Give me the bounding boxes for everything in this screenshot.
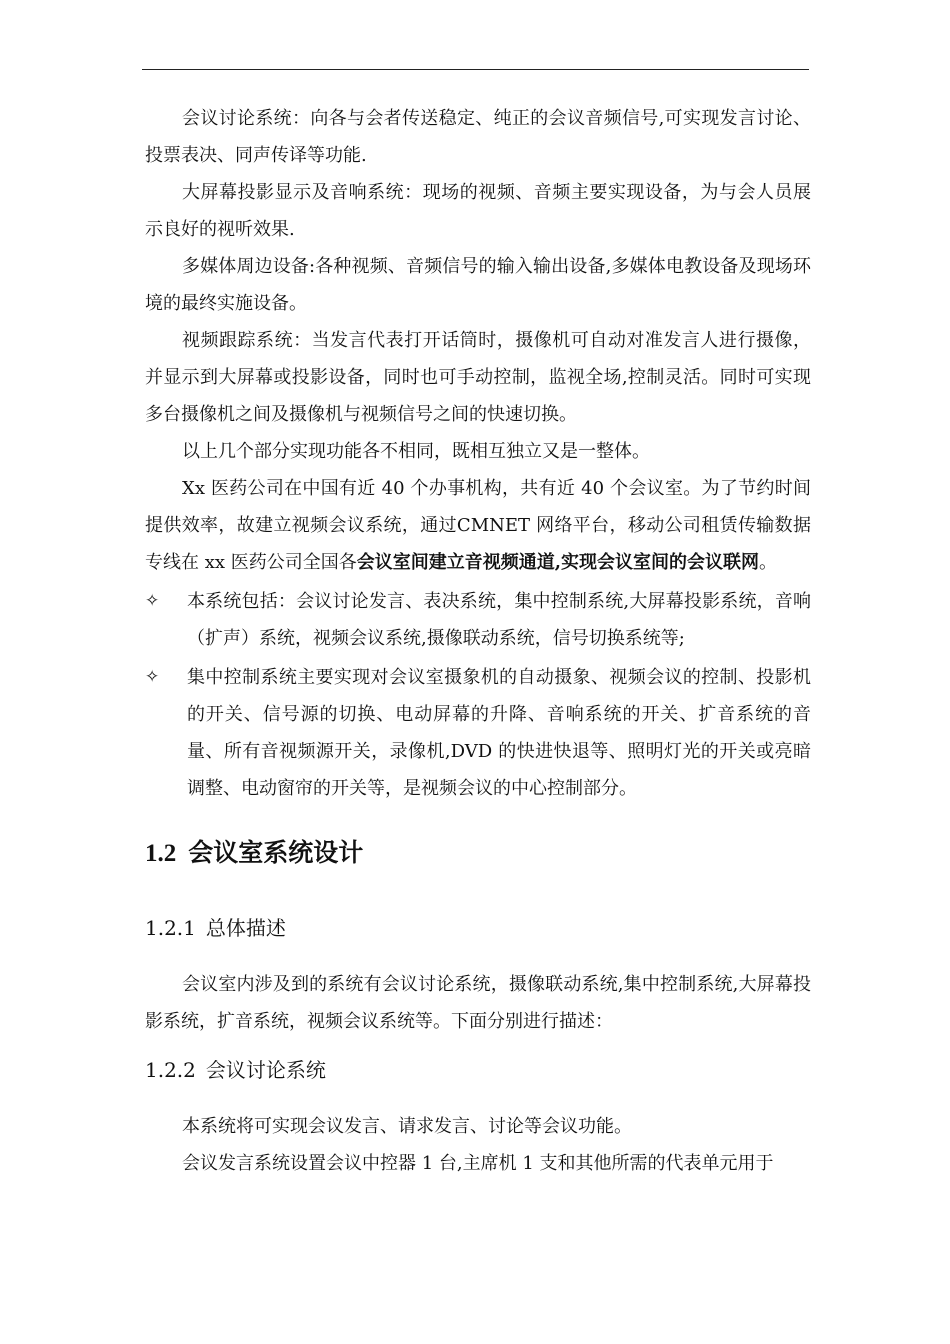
bullet-text: 集中控制系统主要实现对会议室摄象机的自动摄象、视频会议的控制、投影机的开关、信号源的切换、电动屏幕的升降、音响系统的开关、扩音系统的音量、所有音视频源开关，录像机,DVD 的快进快退等、照明灯光的开关或亮暗调整、电动窗帘的开关等，是视频会议的中心控制部分。: [187, 667, 811, 799]
section-number: 1.2: [145, 840, 177, 867]
bullet-item: [145, 659, 811, 807]
paragraph-discussion-system: 会议讨论系统：向各与会者传送稳定、纯正的会议音频信号,可实现发言讨论、投票表决、同声传译等功能.: [145, 108, 811, 166]
diamond-bullet-icon: ✧: [145, 591, 160, 611]
document-body: [145, 100, 811, 1182]
subsection-number: 1.2.2: [145, 1058, 196, 1082]
diamond-bullet-icon: ✧: [145, 667, 160, 687]
paragraph-summary: 以上几个部分实现功能各不相同，既相互独立又是一整体。: [182, 441, 650, 462]
section-title: 会议室系统设计: [188, 838, 364, 867]
paragraph-projection-system: 大屏幕投影显示及音响系统：现场的视频、音频主要实现设备，为与会人员展示良好的视听效果.: [145, 182, 811, 240]
paragraph-discussion-setup: 会议发言系统设置会议中控器 1 台,主席机 1 支和其他所需的代表单元用于: [182, 1153, 774, 1174]
paragraph-intro: [145, 470, 811, 581]
paragraph-discussion-functions: 本系统将可实现会议发言、请求发言、讨论等会议功能。: [182, 1116, 632, 1137]
intro-end-text: 。: [759, 552, 778, 573]
subsection-title: 总体描述: [205, 916, 286, 940]
section-heading: [145, 823, 811, 884]
paragraph-overview: 会议室内涉及到的系统有会议讨论系统，摄像联动系统,集中控制系统,大屏幕投影系统，扩音系统，视频会议系统等。下面分别进行描述：: [145, 974, 811, 1032]
subsection-number: 1.2.1: [145, 916, 196, 940]
header-rule: [142, 69, 809, 70]
subsection-heading-discussion: [145, 1050, 811, 1090]
paragraph-multimedia-devices: 多媒体周边设备:各种视频、音频信号的输入输出设备,多媒体电教设备及现场环境的最终实施设备。: [145, 256, 811, 314]
intro-bold-text: 会议室间建立音视频通道,实现会议室间的会议联网: [356, 552, 760, 573]
bullet-item: [145, 583, 811, 657]
subsection-title: 会议讨论系统: [205, 1058, 326, 1082]
bullet-text: 本系统包括：会议讨论发言、表决系统，集中控制系统,大屏幕投影系统，音响（扩声）系统，视频会议系统,摄像联动系统，信号切换系统等;: [187, 591, 811, 649]
intro-plain-text: Xx 医药公司在中国有近 40 个办事机构，共有近 40 个会议室。为了节约时间提供效率，故建立视频会议系统，通过CMNET 网络平台，移动公司租赁传输数据专线在 xx 医药公司全国各: [145, 478, 811, 573]
subsection-heading-overview: [145, 908, 811, 948]
paragraph-video-tracking: 视频跟踪系统：当发言代表打开话筒时，摄像机可自动对准发言人进行摄像，并显示到大屏幕或投影设备，同时也可手动控制，监视全场,控制灵活。同时可实现多台摄像机之间及摄像机与视频信号之间的快速切换。: [145, 330, 811, 425]
